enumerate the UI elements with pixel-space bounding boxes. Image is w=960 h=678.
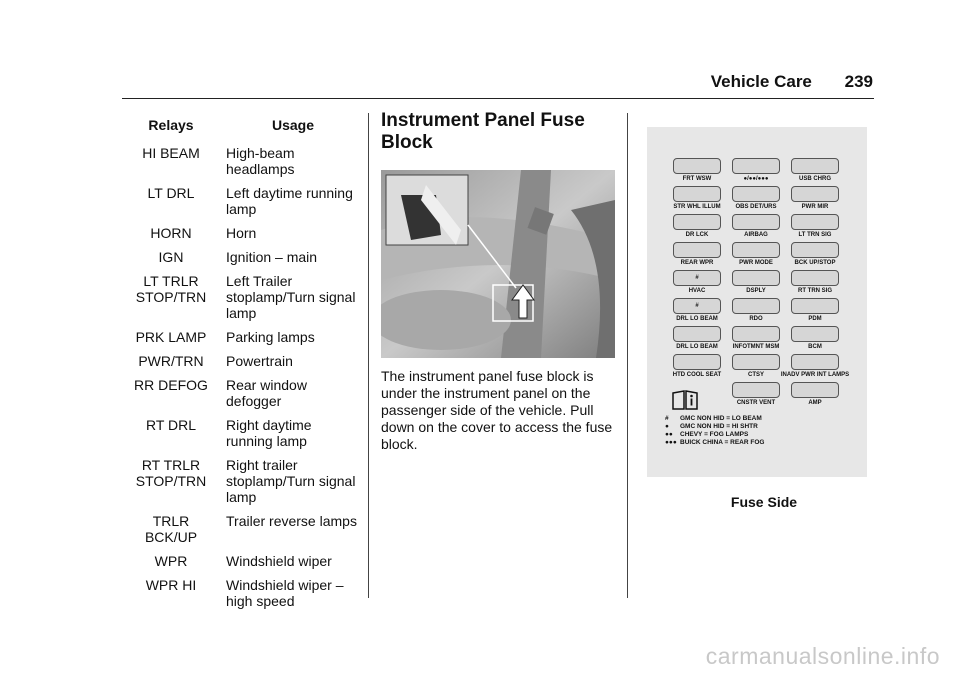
fuse-slot	[668, 354, 726, 379]
fuse-slot	[727, 270, 785, 295]
section-body: The instrument panel fuse block is under the instrument panel on the passenger side of the vehicle. Pull down on the cover to access the fuse block.	[381, 368, 613, 452]
fuse-label: REAR WPR	[680, 260, 714, 266]
fuse	[791, 186, 839, 202]
fuse	[673, 158, 721, 174]
relay-usage: Windshield wiper	[226, 553, 332, 569]
table-row	[130, 513, 360, 553]
table-row	[130, 329, 360, 353]
fuse-slot	[786, 242, 844, 267]
relay-table	[130, 117, 360, 617]
legend-symbol: ●●●	[665, 439, 677, 446]
instrument-panel-photo	[381, 170, 615, 358]
fuse-label: BCK UP/STOP	[794, 260, 836, 266]
diagram-caption: Fuse Side	[730, 494, 798, 510]
fuse-slot	[668, 214, 726, 239]
fuse-slot	[786, 214, 844, 239]
fuse	[732, 354, 780, 370]
table-row	[130, 417, 360, 457]
fuse-slot	[668, 186, 726, 211]
fuse-block-diagram	[647, 127, 867, 477]
fuse	[791, 214, 839, 230]
header-rule	[122, 98, 874, 99]
fuse-slot	[786, 186, 844, 211]
relay-usage: Windshield wiper – high speed	[226, 577, 344, 609]
relay-usage: Parking lamps	[226, 329, 315, 345]
relay-name: TRLR BCK/UP	[144, 513, 198, 545]
relay-usage: Left daytime running lamp	[226, 185, 353, 217]
relay-name: HORN	[150, 225, 192, 241]
fuse	[791, 270, 839, 286]
fuse-slot	[727, 326, 785, 351]
fuse-slot	[727, 242, 785, 267]
fuse	[732, 158, 780, 174]
fuse	[673, 186, 721, 202]
fuse-label: FRT WSW	[682, 176, 712, 182]
fuse-label: OBS DET/URS	[735, 204, 777, 210]
relay-usage: Rear window defogger	[226, 377, 307, 409]
fuse	[791, 382, 839, 398]
fuse	[791, 298, 839, 314]
fuse-label: DRL LO BEAM	[676, 344, 718, 350]
relay-usage: Horn	[226, 225, 257, 241]
relay-name: WPR	[154, 553, 188, 569]
legend-text: GMC NON HID = LO BEAM	[680, 415, 762, 422]
relay-usage: Ignition – main	[226, 249, 318, 265]
relay-name: RT TRLR STOP/TRN	[135, 457, 207, 489]
fuse	[673, 242, 721, 258]
fuse-label: INFOTMNT MSM	[732, 344, 780, 350]
fuse-slot	[727, 382, 785, 407]
table-row	[130, 249, 360, 273]
fuse-slot	[727, 354, 785, 379]
fuse-slot	[786, 298, 844, 323]
fuse-label: INADV PWR INT LAMPS	[780, 372, 850, 378]
fuse	[791, 354, 839, 370]
fuse-row	[668, 214, 868, 239]
fuse-slot	[780, 354, 850, 379]
fuse-label: DSPLY	[746, 288, 766, 294]
fuse-label: PDM	[808, 316, 822, 322]
fuse-label: CTSY	[747, 372, 764, 378]
table-row	[130, 145, 360, 185]
relay-usage: High-beam headlamps	[226, 145, 295, 177]
fuse: #	[673, 298, 721, 314]
watermark: carmanualsonline.info	[705, 643, 940, 669]
fuse	[673, 214, 721, 230]
table-row	[130, 377, 360, 417]
fuse-slot	[668, 326, 726, 351]
fuse	[673, 326, 721, 342]
legend-entry	[665, 431, 764, 439]
fuse	[732, 242, 780, 258]
relay-usage: Right daytime running lamp	[226, 417, 312, 449]
relays-column-header: Relays	[148, 117, 194, 133]
fuse-label: HVAC	[688, 288, 706, 294]
legend-symbol: ●●	[665, 431, 673, 438]
fuse-slot	[786, 158, 844, 183]
legend-text: BUICK CHINA = REAR FOG	[680, 439, 765, 446]
relay-usage: Trailer reverse lamps	[226, 513, 357, 529]
fuse-slot	[727, 186, 785, 211]
legend-entry	[665, 415, 764, 423]
fuse-label: PWR MIR	[801, 204, 829, 210]
fuse-row	[668, 354, 868, 379]
fuse-label: BCM	[808, 344, 822, 350]
diagram-legend	[665, 415, 764, 447]
fuse	[732, 186, 780, 202]
relay-name: RR DEFOG	[134, 377, 208, 393]
fuse-slot	[727, 298, 785, 323]
relay-name: RT DRL	[145, 417, 197, 433]
relay-name: LT DRL	[147, 185, 195, 201]
fuse-label: RT TRN SIG	[798, 288, 832, 294]
fuse-row	[668, 186, 868, 211]
fuse: #	[673, 270, 721, 286]
fuse-slot	[786, 382, 844, 407]
table-row	[130, 457, 360, 513]
fuse-slot	[668, 158, 726, 183]
fuse	[732, 214, 780, 230]
fuse-label: ●/●●/●●●	[743, 176, 769, 182]
fuse-slot	[668, 242, 726, 267]
relay-usage: Powertrain	[226, 353, 293, 369]
relay-name: WPR HI	[145, 577, 197, 593]
table-row	[130, 185, 360, 225]
legend-symbol: ●	[665, 423, 669, 430]
fuse-slot	[668, 298, 726, 323]
fuse-row	[668, 270, 868, 295]
fuse-row	[668, 326, 868, 351]
fuse-label: CNSTR VENT	[736, 400, 776, 406]
relay-name: IGN	[158, 249, 184, 265]
relay-name: LT TRLR STOP/TRN	[135, 273, 207, 305]
fuse-row	[668, 158, 868, 183]
fuse-label: STR WHL ILLUM	[673, 204, 721, 210]
table-row	[130, 225, 360, 249]
fuse-label: RDO	[749, 316, 763, 322]
relay-name: PWR/TRN	[138, 353, 204, 369]
legend-entry	[665, 439, 764, 447]
section-title: Instrument Panel Fuse Block	[381, 110, 585, 153]
page-title: Vehicle Care	[710, 72, 812, 91]
legend-entry	[665, 423, 764, 431]
relay-usage: Right trailer stoplamp/Turn signal lamp	[226, 457, 356, 505]
relay-table-header-row	[130, 117, 360, 145]
legend-text: CHEVY = FOG LAMPS	[680, 431, 749, 438]
fuse	[791, 158, 839, 174]
fuse	[732, 270, 780, 286]
fuse-row	[668, 298, 868, 323]
fuse-label: USB CHRG	[798, 176, 831, 182]
relay-usage: Left Trailer stoplamp/Turn signal lamp	[226, 273, 356, 321]
fuse-label: HTD COOL SEAT	[672, 372, 722, 378]
fuse	[732, 298, 780, 314]
fuse-label: DRL LO BEAM	[676, 316, 718, 322]
page-number: 239	[844, 72, 873, 91]
fuse-row	[668, 382, 868, 407]
table-row	[130, 353, 360, 377]
column-divider-right	[627, 113, 628, 598]
legend-symbol: #	[665, 415, 669, 422]
usage-column-header: Usage	[271, 117, 315, 133]
fuse-label: LT TRN SIG	[798, 232, 832, 238]
page-header	[711, 72, 873, 92]
table-row	[130, 577, 360, 617]
table-row	[130, 553, 360, 577]
relay-name: PRK LAMP	[135, 329, 207, 345]
relay-name: HI BEAM	[142, 145, 200, 161]
fuse-label: PWR MODE	[739, 260, 773, 266]
fuse-label: DR LCK	[685, 232, 709, 238]
fuse-row	[668, 242, 868, 267]
column-divider-left	[368, 113, 369, 598]
fuse-slot	[786, 326, 844, 351]
fuse-label: AMP	[808, 400, 822, 406]
relay-table-body	[130, 145, 360, 617]
fuse	[673, 354, 721, 370]
fuse	[732, 326, 780, 342]
fuse-slot	[786, 270, 844, 295]
fuse-slot	[668, 270, 726, 295]
fuse-slot	[727, 158, 785, 183]
fuse-slot	[727, 214, 785, 239]
fuse	[791, 326, 839, 342]
legend-text: GMC NON HID = HI SHTR	[680, 423, 758, 430]
table-row	[130, 273, 360, 329]
fuse-label: AIRBAG	[744, 232, 768, 238]
fuse	[791, 242, 839, 258]
fuse	[732, 382, 780, 398]
